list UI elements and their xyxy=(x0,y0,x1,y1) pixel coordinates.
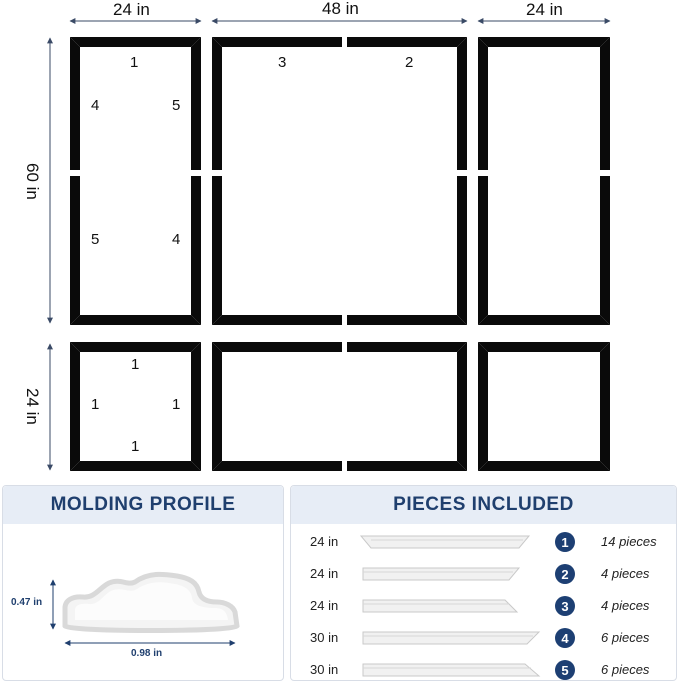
dim-label-top-middle: 48 in xyxy=(322,0,359,18)
piece-number-badge: 4 xyxy=(555,628,575,648)
frame-a-bottom-piece xyxy=(70,315,201,325)
frame-number: 4 xyxy=(91,97,100,114)
piece-count: 14 pieces xyxy=(601,534,657,549)
profile-height-label: 0.47 in xyxy=(11,597,43,608)
frame-d-right-piece xyxy=(191,342,201,471)
dim-label-side-upper: 60 in xyxy=(23,163,42,200)
frame-b-top-left-piece xyxy=(212,37,342,47)
frame-a-right-upper-piece xyxy=(191,37,201,170)
frame-a-left-lower-piece xyxy=(70,176,80,325)
frame-b-left-lower-piece xyxy=(212,176,222,325)
molding-piece-icon xyxy=(359,560,539,590)
piece-length: 24 in xyxy=(310,566,339,581)
frame-d-bottom-piece xyxy=(70,461,201,471)
frame-number: 1 xyxy=(172,396,181,413)
frame-number: 3 xyxy=(278,54,287,71)
piece-row-4 xyxy=(291,624,674,654)
frame-group-short xyxy=(70,342,610,471)
frame-e-bottom-left-piece xyxy=(212,461,342,471)
piece-row-3 xyxy=(291,592,674,622)
frame-f-bottom-piece xyxy=(478,461,610,471)
frame-group-tall xyxy=(70,37,610,325)
frame-d-top-piece xyxy=(70,342,201,352)
frame-a-right-lower-piece xyxy=(191,176,201,325)
dim-label-top-right: 24 in xyxy=(526,0,563,19)
piece-count: 4 pieces xyxy=(601,598,650,613)
frame-a-top-piece xyxy=(70,37,201,47)
piece-length: 24 in xyxy=(310,534,339,549)
frame-c-left-lower-piece xyxy=(478,176,488,325)
frame-c-right-lower-piece xyxy=(600,176,610,325)
frame-e-right-piece xyxy=(457,342,467,471)
frame-e-top-right-piece xyxy=(347,342,467,352)
piece-row-5 xyxy=(291,656,674,686)
piece-count: 6 pieces xyxy=(601,662,650,677)
dim-label-side-lower: 24 in xyxy=(23,388,42,425)
frame-number: 2 xyxy=(405,54,414,71)
piece-count: 6 pieces xyxy=(601,630,650,645)
frame-a-left-upper-piece xyxy=(70,37,80,170)
frame-number: 5 xyxy=(172,97,181,114)
piece-count: 4 pieces xyxy=(601,566,650,581)
frame-number: 1 xyxy=(131,356,140,373)
frame-c-left-upper-piece xyxy=(478,37,488,170)
piece-number-badge: 1 xyxy=(555,532,575,552)
piece-length: 30 in xyxy=(310,662,339,677)
piece-number-badge: 3 xyxy=(555,596,575,616)
piece-row-2 xyxy=(291,560,674,590)
frame-e-top-left-piece xyxy=(212,342,342,352)
pieces-included-title: PIECES INCLUDED xyxy=(291,486,676,524)
frame-c-top-piece xyxy=(478,37,610,47)
molding-piece-icon xyxy=(359,528,539,558)
piece-length: 24 in xyxy=(310,598,339,613)
frame-d-left-piece xyxy=(70,342,80,471)
dim-label-top-left: 24 in xyxy=(113,0,150,19)
molding-piece-icon xyxy=(359,656,549,686)
frame-c-right-upper-piece xyxy=(600,37,610,170)
molding-profile-title: MOLDING PROFILE xyxy=(3,486,283,524)
frame-f-right-piece xyxy=(600,342,610,471)
frame-b-right-upper-piece xyxy=(457,37,467,170)
piece-number-badge: 5 xyxy=(555,660,575,680)
frame-b-right-lower-piece xyxy=(457,176,467,325)
frame-b-bottom-left-piece xyxy=(212,315,342,325)
piece-length: 30 in xyxy=(310,630,339,645)
frame-c-bottom-piece xyxy=(478,315,610,325)
frame-e-left-piece xyxy=(212,342,222,471)
molding-piece-icon xyxy=(359,624,549,654)
frame-number: 1 xyxy=(131,438,140,455)
frame-number: 4 xyxy=(172,231,181,248)
frame-number: 1 xyxy=(130,54,139,71)
frame-number: 5 xyxy=(91,231,100,248)
frame-b-top-right-piece xyxy=(347,37,467,47)
pieces-included-panel xyxy=(290,485,677,681)
piece-number-badge: 2 xyxy=(555,564,575,584)
molding-profile-panel xyxy=(2,485,284,681)
profile-width-label: 0.98 in xyxy=(131,648,163,659)
frame-number: 1 xyxy=(91,396,100,413)
piece-row-1 xyxy=(291,528,674,558)
frame-b-bottom-right-piece xyxy=(347,315,467,325)
frame-f-left-piece xyxy=(478,342,488,471)
frame-b-left-upper-piece xyxy=(212,37,222,170)
frame-f-top-piece xyxy=(478,342,610,352)
molding-piece-icon xyxy=(359,592,539,622)
frame-e-bottom-right-piece xyxy=(347,461,467,471)
